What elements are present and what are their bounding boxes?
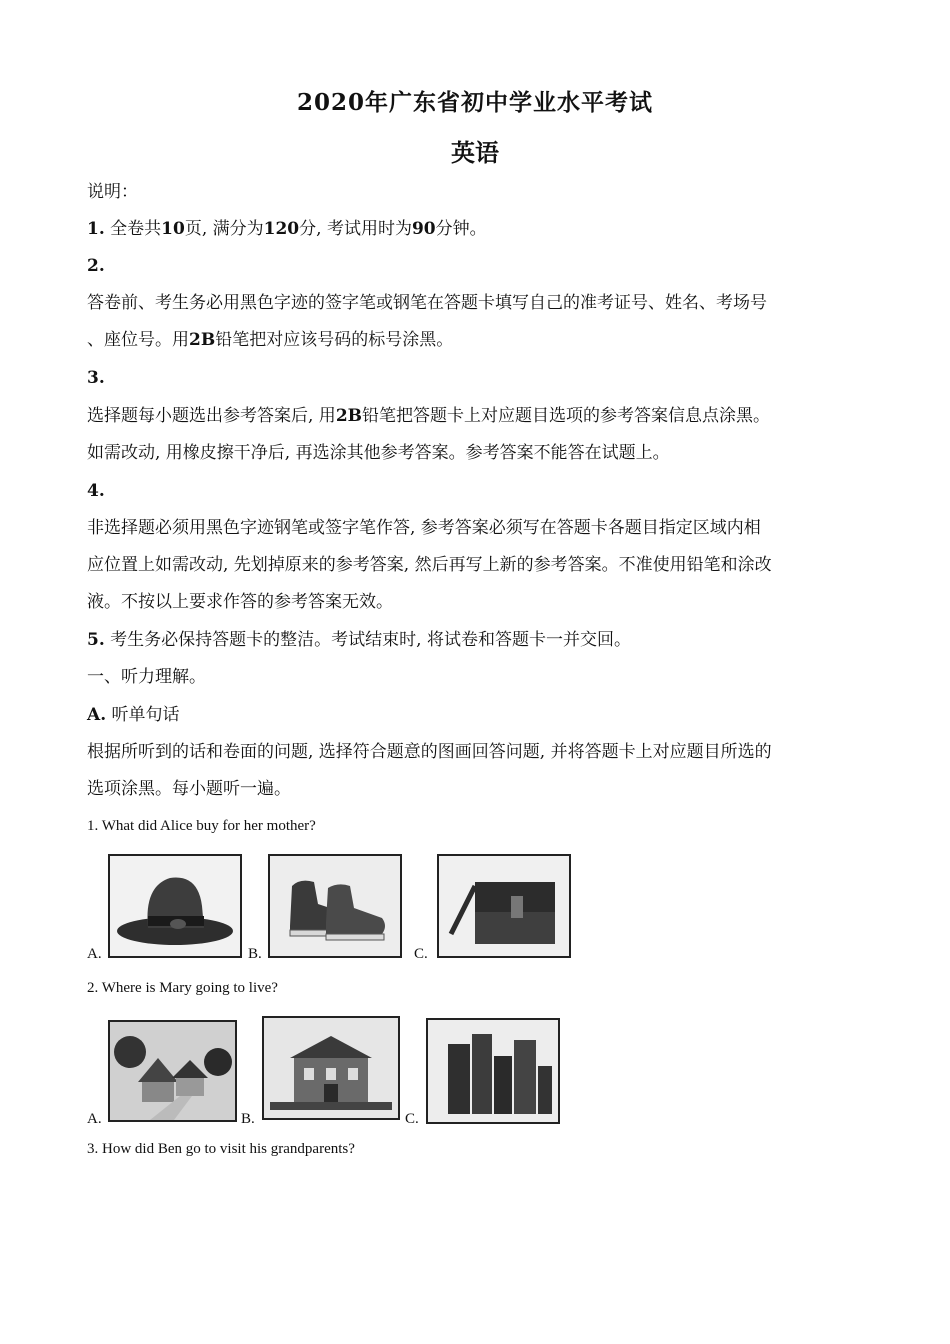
note-2-line-2: 、座位号。用2B铅笔把对应该号码的标号涂黑。: [87, 330, 454, 350]
sneakers-icon: [268, 854, 402, 958]
hat-icon: [108, 854, 242, 958]
q1-option-c-label: C.: [414, 946, 428, 962]
notes-heading: 说明：: [87, 182, 138, 202]
question-2: 2. Where is Mary going to live?: [87, 980, 278, 996]
subsection-heading: A. 听单句话: [87, 705, 180, 725]
q2-option-b-label: B.: [241, 1111, 255, 1127]
q2-option-a-label: A.: [87, 1111, 102, 1127]
note-3-line-1: 选择题每小题选出参考答案后, 用2B铅笔把答题卡上对应题目选项的参考答案信息点涂黑。: [87, 406, 771, 426]
note-2-line-1: 答卷前、考生务必用黑色字迹的签字笔或钢笔在答题卡填写自己的准考证号、姓名、考场号: [87, 293, 767, 313]
village-icon: [108, 1020, 237, 1122]
note-4-line-1: 非选择题必须用黑色字迹钢笔或签字笔作答, 参考答案必须写在答题卡各题目指定区域内相: [87, 518, 761, 538]
instructions-line-1: 根据所听到的话和卷面的问题, 选择符合题意的图画回答问题, 并将答题卡上对应题目所选的: [87, 742, 772, 762]
q1-option-b-label: B.: [248, 946, 262, 962]
townhouse-icon: [262, 1016, 400, 1120]
note-5: 5. 考生务必保持答题卡的整洁。考试结束时, 将试卷和答题卡一并交回。: [87, 630, 631, 650]
instructions-line-2: 选项涂黑。每小题听一遍。: [87, 779, 291, 799]
note-3-number: 3.: [87, 368, 105, 388]
exam-title: 2020年广东省初中学业水平考试: [296, 89, 653, 116]
note-3-line-2: 如需改动, 用橡皮擦干净后, 再选涂其他参考答案。参考答案不能答在试题上。: [87, 443, 670, 463]
note-4-number: 4.: [87, 481, 105, 501]
note-2-number: 2.: [87, 256, 105, 276]
question-3: 3. How did Ben go to visit his grandparents?: [87, 1141, 355, 1157]
bag-icon: [437, 854, 571, 958]
city-icon: [426, 1018, 560, 1124]
q1-option-a-label: A.: [87, 946, 102, 962]
exam-subject: 英语: [451, 138, 499, 167]
section-heading: 一、听力理解。: [87, 667, 206, 687]
note-4-line-2: 应位置上如需改动, 先划掉原来的参考答案, 然后再写上新的参考答案。不准使用铅笔和涂改: [87, 555, 772, 575]
note-1: 1. 全卷共10页, 满分为120分, 考试用时为90分钟。: [87, 219, 487, 239]
question-1: 1. What did Alice buy for her mother?: [87, 818, 316, 834]
q2-option-c-label: C.: [405, 1111, 419, 1127]
note-4-line-3: 液。不按以上要求作答的参考答案无效。: [87, 592, 393, 612]
